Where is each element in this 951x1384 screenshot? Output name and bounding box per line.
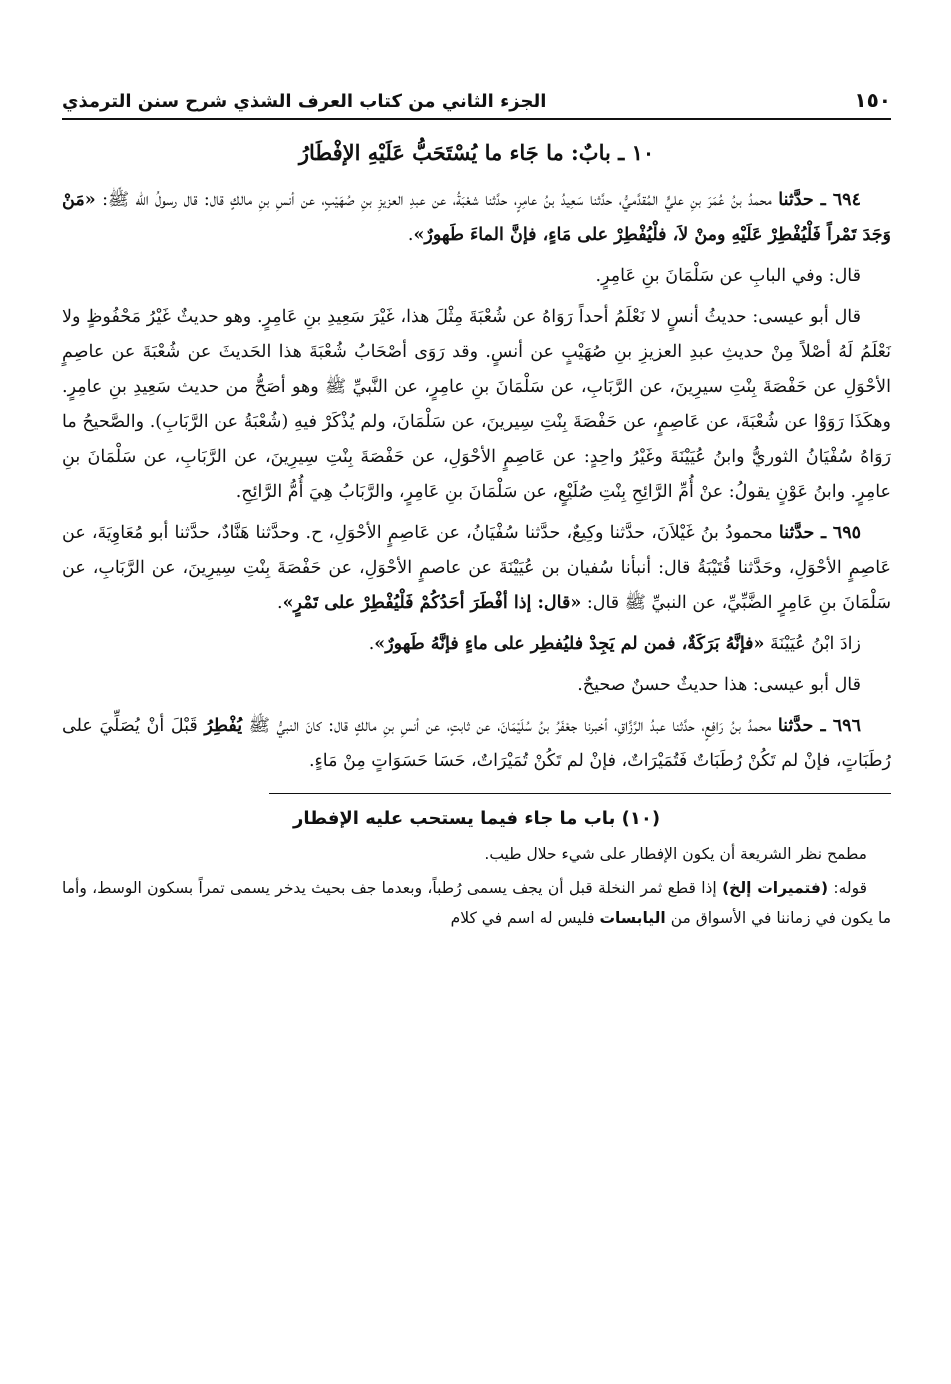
chapter-title: ١٠ ـ بابٌ: ما جَاء ما يُسْتَحَبُّ عَلَيْهِ الإفْطَارُ <box>298 140 655 165</box>
running-title: الجزء الثاني من كتاب العرف الشذي شرح سنن الترمذي <box>62 91 547 112</box>
hadith-number: ٦٩٥ ـ حدَّثنا <box>778 523 861 543</box>
hadith-rest: قَبْلَ أنْ يُصَلِّيَ على رُطَبَاتٍ، فإنْ لم تَكُنْ رُطَبَاتٌ فَتُمَيْرَاتٌ، فإنْ لم تَكُنْ تُمَيْرَاتٌ، حَسَا حَسَوَاتٍ مِنْ مَاءٍ. <box>62 716 891 771</box>
punctuation: . <box>277 593 283 613</box>
zad-note <box>62 627 891 662</box>
commentary-paragraph <box>62 873 891 933</box>
hadith-chain: محمدُ بنُ عُمَرَ بنِ عليٍّ المُقدَّميُّ، حدَّثنا سَعِيدُ بنُ عامِرٍ، حدَّثنا شعْبَةُ، عن عبدِ العزيزِ بنِ صُهَيْبٍ، عن أنسِ بنِ مالكٍ قال: قال رسولُ الله ﷺ: <box>102 190 772 210</box>
page-content <box>62 140 891 937</box>
commentary-text: إذا قطع ثمر النخلة قبل أن يجف يسمى رُطباً، وبعدما جف بحيث يدخر يسمى تمراً بسكون الوسط، وأما ما يكون في زماننا في الأسواق من <box>62 879 891 927</box>
hadith-number: ٦٩٤ ـ حدَّثنا <box>778 190 861 210</box>
hadith-696 <box>62 709 891 779</box>
zad-quote: «فإنَّهُ بَرَكَةٌ، فمن لم يَجِدْ فليُفطِر على ماءٍ فإنَّهُ طَهورٌ» <box>374 634 765 654</box>
hadith-text: «قال: إذا أفْطَرَ أحَدُكُمْ فَلْيُفْطِرْ على تَمْرٍ» <box>282 593 582 613</box>
abu-isa-commentary: قال أبو عيسى: حديثُ أنسٍ لا نَعْلَمُ أحداً رَوَاهُ عن شُعْبَةَ مِثْلَ هذا، غَيْرَ سَعِيدِ بنِ عَامِرٍ. وهو حديثٌ غَيْرُ مَحْفُوظٍ ولا نَعْلَمُ لَهُ أصْلاً مِنْ حديثِ عبدِ العزيزِ بنِ صُهَيْبٍ عن أنسٍ. وقد رَوَى أصْحَابُ شُعْبَةَ هذا الحَديثَ عن شُعْبَةَ عن عاصِمٍ الأحْوَلِ عن حَفْصَةَ بِنْتِ سيرِينَ، عن الرَّبَابِ، عن سَلْمَانَ بنِ عامِرٍ، عن النَّبيِّ ﷺ وهو أصَحُّ من حديث سَعِيدِ بنِ عامِرٍ. وهكَذَا رَوَوْا عن شُعْبَةَ، عن عَاصِمٍ، عن حَفْصَةَ بِنْتِ سِيرينَ، عن سَلْمَانَ، ولم يُذْكَرْ فيهِ (شُعْبَةُ عن الرَّبَابِ). والصَّحيحُ ما رَوَاهُ سُفْيَانُ الثوريُّ وابنُ عُيَيْنَةَ وغَيْرُ واحِدٍ: عن عَاصِمٍ الأحْوَلِ، عن حَفْصَةَ بِنْتِ سِيرِينَ، عن الرَّبَابِ، عن سَلْمَانَ بنِ عامِرٍ. وابنُ عَوْنٍ يقولُ: عنْ أُمِّ الرَّائِحِ بِنْتِ صُلَيْعٍ، عن سَلْمَانَ بنِ عَامِرٍ، والرَّبَابُ هِيَ أُمُّ الرَّائِحِ. <box>62 307 891 502</box>
zad-text: زادَ ابْنُ عُيَيْنَةَ <box>770 634 861 654</box>
hadith-chain: محمدُ بنُ رَافِعٍ، حدَّثنا عبدُ الرَّزَّاقِ، أخبرنا جعْفَرُ بنُ سُلَيْمَانَ، عن ثابتٍ، عن أنسِ بنِ مالكٍ قال: كانَ النبيُّ ﷺ <box>248 716 772 736</box>
hadith-text: يُفْطِرُ <box>204 716 243 736</box>
hadith-chain: محمودُ بنُ غَيْلاَنَ، حدَّثنا وكِيعٌ، حدَّثنا سُفْيَانُ، عن عَاصِمٍ الأحْوَلِ، ح. وحدَّثنا هَنَّادٌ، حدَّثنا أبو مُعَاوِيَةَ، عن عَاصِمٍ الأحْوَلِ، وحَدَّثنا قُتَيْبَةُ قال: أنبأنا سُفيان بن عُيَيْنَةَ عن عاصمٍ الأحْوَلِ، عن حَفْصَةَ بِنْتِ سِيرِينَ، عن الرَّبَابِ، عن سَلْمَانَ بنِ عَامِرٍ الضَّبِّيِّ، عن النبيِّ ﷺ قال: <box>62 523 891 613</box>
bab-note: قال: وفي البابِ عن سَلْمَانَ بنِ عَامِرٍ. <box>595 266 861 286</box>
commentary-term: اليابسات <box>599 909 666 927</box>
hadith-695 <box>62 516 891 621</box>
hadith-text: «مَنْ وَجَدَ تَمْراً فَلْيُفْطِرْ عَلَيْهِ ومنْ لاَ، فلْيُفْطِرْ على مَاءٍ، فإنَّ الماءَ طَهورٌ» <box>62 190 891 245</box>
hadith-694 <box>62 183 891 253</box>
punctuation: . <box>368 634 375 654</box>
page-number: ١٥٠ <box>854 88 891 112</box>
commentary-divider <box>269 793 891 794</box>
commentary-text: فليس له اسم في كلام <box>450 909 595 927</box>
hadith-number: ٦٩٦ ـ حدَّثنا <box>777 716 861 736</box>
abu-isa-grading: قال أبو عيسى: هذا حديثٌ حسنٌ صحيحٌ. <box>577 675 861 695</box>
commentary-section-title: (١٠) باب ما جاء فيما يستحب عليه الإفطار <box>292 808 661 829</box>
commentary-paragraph: مطمح نظر الشريعة أن يكون الإفطار على شيء حلال طيب. <box>484 845 867 863</box>
punctuation: . <box>407 225 414 245</box>
page-header <box>62 78 891 120</box>
commentary-lead: قوله: <box>833 879 868 897</box>
commentary-term: (فتميرات إلخ) <box>722 879 829 897</box>
